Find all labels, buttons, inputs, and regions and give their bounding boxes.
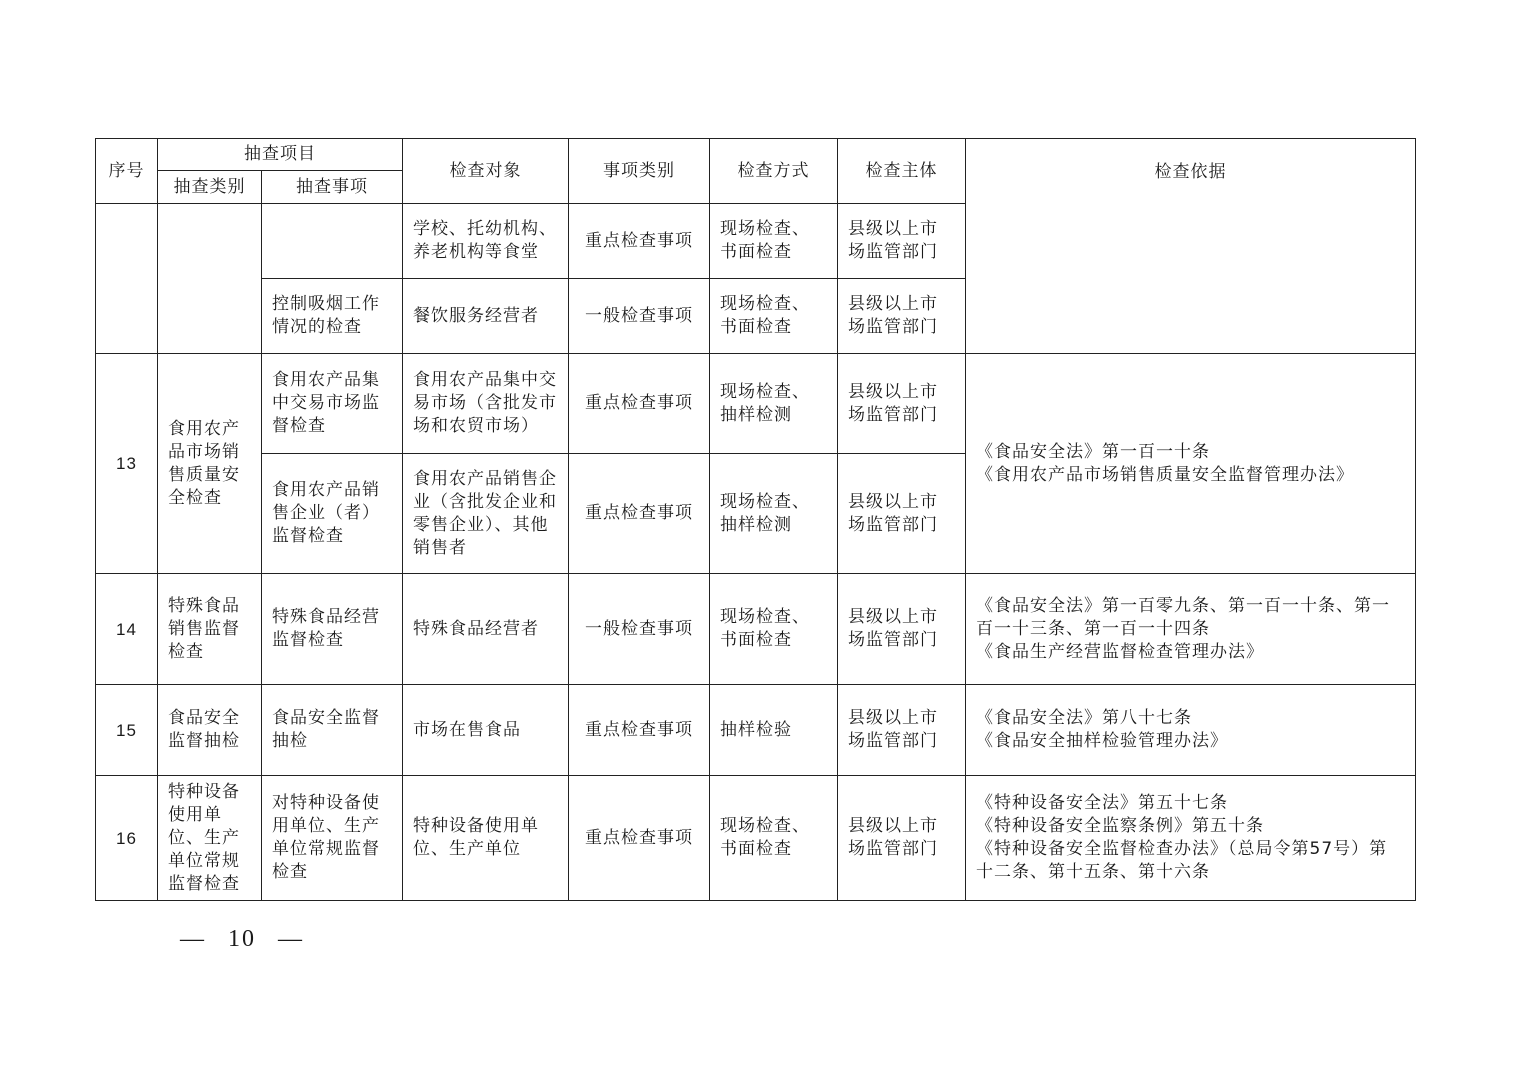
- subject-cell: 县级以上市场监管部门: [838, 354, 966, 454]
- method-cell: 现场检查、抽样检测: [710, 354, 838, 454]
- header-project: 抽查项目: [158, 139, 403, 171]
- table-row: [96, 776, 1416, 901]
- method-cell: 现场检查、书面检查: [710, 279, 838, 354]
- header-target: 检查对象: [403, 139, 569, 204]
- subject-cell: 县级以上市场监管部门: [838, 574, 966, 685]
- basis-line: 《食品安全法》第一百零九条、第一百一十条、第一百一十三条、第一百一十四条: [976, 595, 1390, 639]
- basis-cell: [966, 685, 1416, 776]
- header-seq: 序号: [96, 139, 158, 204]
- header-method: 检查方式: [710, 139, 838, 204]
- seq-cell: 15: [96, 685, 158, 776]
- header-basis: 检查依据: [966, 139, 1416, 354]
- seq-cell: 16: [96, 776, 158, 901]
- basis-cell: [966, 354, 1416, 574]
- method-cell: 现场检查、书面检查: [710, 776, 838, 901]
- category-cell: 特殊食品销售监督检查: [158, 574, 262, 685]
- header-type: 事项类别: [569, 139, 710, 204]
- subject-cell: 县级以上市场监管部门: [838, 454, 966, 574]
- type-cell: 重点检查事项: [569, 776, 710, 901]
- target-cell: 特种设备使用单位、生产单位: [403, 776, 569, 901]
- category-cell: 特种设备使用单位、生产单位常规监督检查: [158, 776, 262, 901]
- item-cell: 对特种设备使用单位、生产单位常规监督检查: [262, 776, 403, 901]
- basis-line: 《食品安全法》第一百一十条: [976, 441, 1210, 462]
- basis-line: 《食品安全法》第八十七条: [976, 708, 1192, 728]
- basis-line: 《特种设备安全法》第五十七条: [976, 793, 1228, 813]
- item-cell: 食用农产品销售企业（者）监督检查: [262, 454, 403, 574]
- table-row: [96, 574, 1416, 685]
- category-cell: [158, 204, 262, 354]
- page-number-footer: [180, 926, 304, 953]
- type-cell: 一般检查事项: [569, 574, 710, 685]
- seq-cell: 13: [96, 354, 158, 574]
- basis-line: 《食品生产经营监督检查管理办法》: [976, 641, 1264, 662]
- target-cell: 市场在售食品: [403, 685, 569, 776]
- method-cell: 现场检查、抽样检测: [710, 454, 838, 574]
- subject-cell: 县级以上市场监管部门: [838, 279, 966, 354]
- type-cell: 重点检查事项: [569, 354, 710, 454]
- category-cell: 食品安全监督抽检: [158, 685, 262, 776]
- item-cell: 食用农产品集中交易市场监督检查: [262, 354, 403, 454]
- basis-cell: [966, 776, 1416, 901]
- method-cell: 现场检查、书面检查: [710, 574, 838, 685]
- type-cell: 一般检查事项: [569, 279, 710, 354]
- method-cell: 现场检查、书面检查: [710, 204, 838, 279]
- header-category: 抽查类别: [158, 171, 262, 204]
- type-cell: 重点检查事项: [569, 454, 710, 574]
- header-subject: 检查主体: [838, 139, 966, 204]
- inspection-table: [95, 138, 1416, 901]
- header-item: 抽查事项: [262, 171, 403, 204]
- type-cell: 重点检查事项: [569, 204, 710, 279]
- item-cell: [262, 204, 403, 279]
- subject-cell: 县级以上市场监管部门: [838, 204, 966, 279]
- item-cell: 特殊食品经营监督检查: [262, 574, 403, 685]
- target-cell: 食用农产品销售企业（含批发企业和零售企业）、其他销售者: [403, 454, 569, 574]
- method-cell: 抽样检验: [710, 685, 838, 776]
- item-cell: 控制吸烟工作情况的检查: [262, 279, 403, 354]
- basis-line: 《食品安全抽样检验管理办法》: [976, 731, 1228, 751]
- target-cell: 食用农产品集中交易市场（含批发市场和农贸市场）: [403, 354, 569, 454]
- seq-cell: [96, 204, 158, 354]
- target-cell: 特殊食品经营者: [403, 574, 569, 685]
- subject-cell: 县级以上市场监管部门: [838, 776, 966, 901]
- seq-cell: 14: [96, 574, 158, 685]
- subject-cell: 县级以上市场监管部门: [838, 685, 966, 776]
- page-number: 10: [228, 926, 256, 952]
- table-row: [96, 685, 1416, 776]
- dash-right: —: [278, 926, 304, 952]
- target-cell: 学校、托幼机构、养老机构等食堂: [403, 204, 569, 279]
- category-cell: 食用农产品市场销售质量安全检查: [158, 354, 262, 574]
- basis-line: 《食用农产品市场销售质量安全监督管理办法》: [976, 464, 1354, 485]
- basis-cell: [966, 574, 1416, 685]
- type-cell: 重点检查事项: [569, 685, 710, 776]
- item-cell: 食品安全监督抽检: [262, 685, 403, 776]
- table-row: [96, 354, 1416, 454]
- dash-left: —: [180, 926, 206, 952]
- target-cell: 餐饮服务经营者: [403, 279, 569, 354]
- basis-line: 《特种设备安全监察条例》第五十条: [976, 816, 1264, 836]
- basis-line: 《特种设备安全监督检查办法》（总局令第57号）第十二条、第十五条、第十六条: [976, 839, 1388, 882]
